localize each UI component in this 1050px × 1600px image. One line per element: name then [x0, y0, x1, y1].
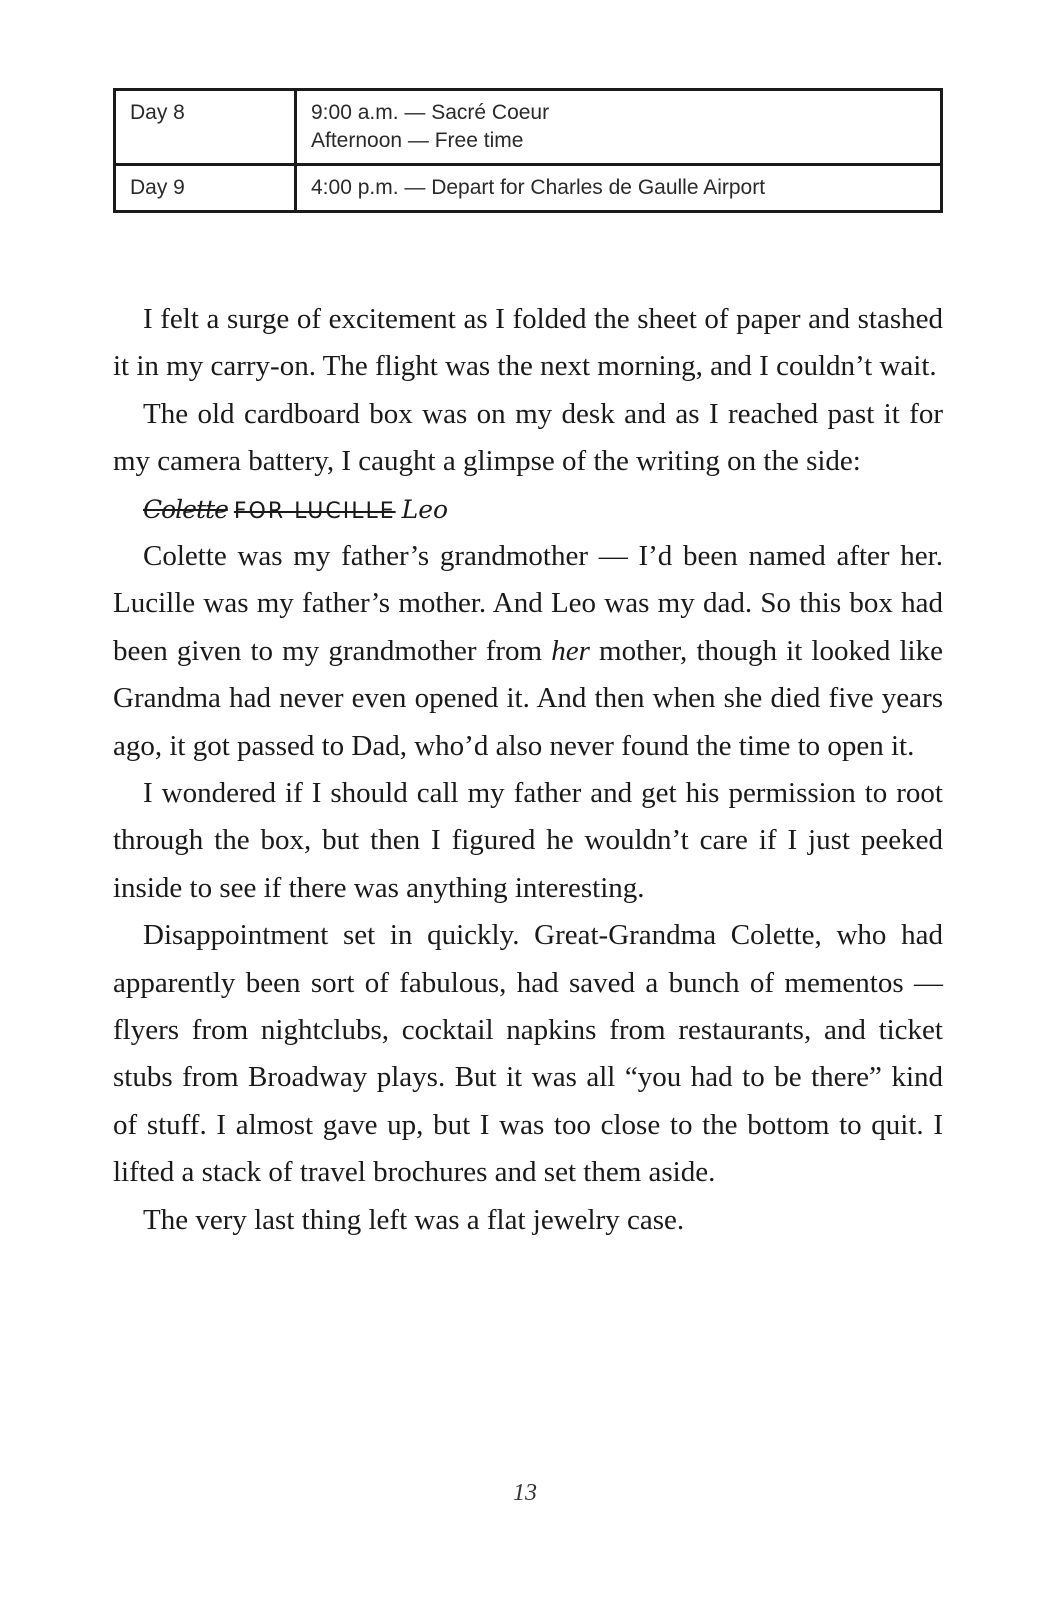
day-cell: Day 9	[115, 165, 296, 212]
emphasis-text: her	[551, 634, 590, 667]
handwritten-name-leo: Leo	[401, 494, 449, 524]
schedule-cell	[296, 165, 942, 212]
handwritten-box-label	[113, 486, 943, 533]
schedule-entry: 4:00 p.m. — Depart for Charles de Gaulle Airport	[311, 176, 766, 199]
paragraph: Disappointment set in quickly. Great-Grandma Colette, who had apparently been sort of fabulous, had saved a bunch of mementos — flyers from nightclubs, cocktail napkins from restaurants, and ticket stubs from Broadway plays. But it was all “you had to be there” kind of stuff. I almost gave up, but I was too close to the bottom to quit. I lifted a stack of travel brochures and set them aside.	[113, 919, 943, 1189]
body-text	[113, 296, 943, 1244]
paragraph: The very last thing left was a flat jewelry case.	[143, 1203, 685, 1236]
paragraph: I wondered if I should call my father and get his permission to root through the box, but then I figured he wouldn’t care if I just peeked inside to see if there was anything interesting.	[113, 777, 943, 904]
paragraph-text: Colette was my father’s grandmother — I’d been named after her. Lucille was my father’s mother. And Leo was my dad. So this box had been given to my grandmother from	[113, 540, 943, 667]
schedule-entry: Afternoon — Free time	[311, 129, 524, 152]
handwritten-name-lucille: FOR LUCILLE	[233, 498, 396, 524]
table-row	[115, 165, 942, 212]
schedule-cell	[296, 90, 942, 165]
handwritten-name-colette: Colette	[143, 494, 228, 524]
paragraph	[113, 533, 943, 770]
page-number: 13	[513, 1480, 537, 1506]
day-cell: Day 8	[115, 90, 296, 165]
paragraph: The old cardboard box was on my desk and as I reached past it for my camera battery, I caught a glimpse of the writing on the side:	[113, 397, 943, 478]
itinerary-table	[113, 88, 943, 213]
schedule-entry: 9:00 a.m. — Sacré Coeur	[311, 101, 550, 124]
paragraph-text: mother, though it looked like Grandma had never even opened it. And then when she died five years ago, it got passed to Dad, who’d also never found the time to open it.	[113, 634, 943, 762]
paragraph: I felt a surge of excitement as I folded the sheet of paper and stashed it in my carry-on. The flight was the next morning, and I couldn’t wait.	[113, 303, 943, 383]
table-row	[115, 90, 942, 165]
